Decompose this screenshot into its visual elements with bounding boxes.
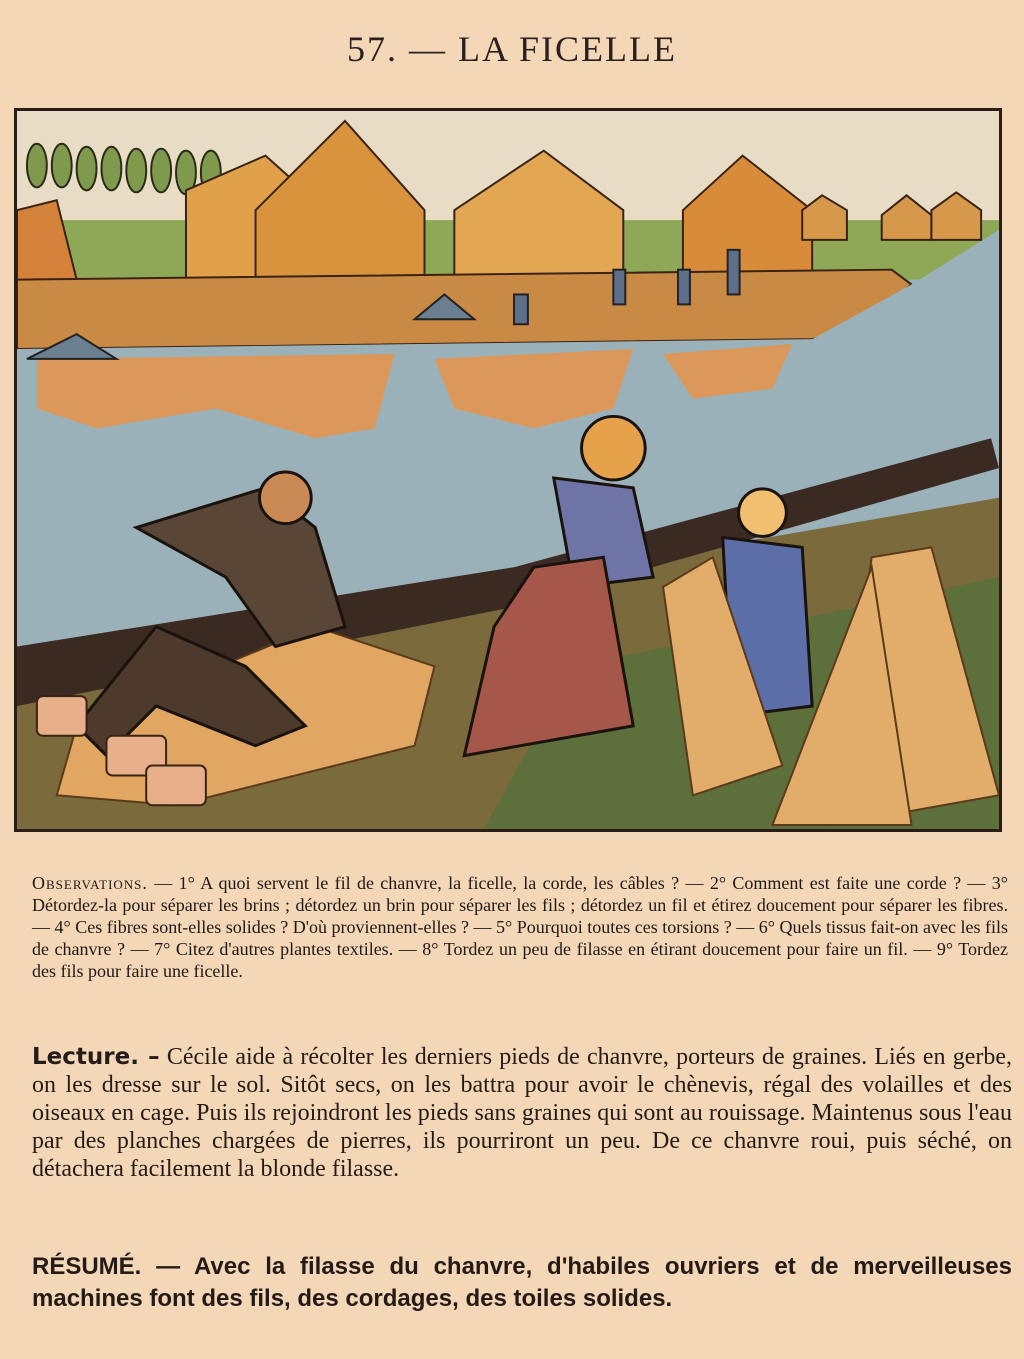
resume-text: — Avec la filasse du chanvre, d'habiles ouvriers et de merveilleuses machines font des fils, des cordages, des toiles solides. (32, 1253, 1012, 1312)
observations-label: Observations. (32, 873, 148, 893)
illustration-drawing (17, 111, 999, 829)
far-bank (17, 270, 912, 349)
resume-label: RÉSUMÉ. (32, 1253, 142, 1280)
resume-paragraph (32, 1251, 1012, 1315)
lecture-text: Cécile aide à récolter les derniers pieds de chanvre, porteurs de graines. Liés en gerbe, on les dresse sur le sol. Sitôt secs, on les battra pour avoir le chènevis, régal des volailles et des oiseaux en cage. Puis ils rejoindront les pieds sans graines qui sont au rouissage. Maintenus sous l'eau par des planches chargées de pierres, ils pourriront un peu. De ce chanvre roui, puis séché, on détachera facilement la blonde filasse. (32, 1044, 1012, 1182)
observations-paragraph (32, 872, 1008, 982)
lecture-paragraph (32, 1043, 1012, 1183)
page-title: 57. — LA FICELLE (347, 29, 677, 69)
observations-text: — 1° A quoi servent le fil de chanvre, la ficelle, la corde, les câbles ? — 2° Comment est faite une corde ? — 3° Détordez-la pour séparer les brins ; détordez un brin pour séparer les fils ; détordez un fil et étirez doucement pour séparer les fibres. — 4° Ces fibres sont-elles solides ? D'où proviennent-elles ? — 5° Pourquoi toutes ces torsions ? — 6° Quels tissus fait-on avec les fils de chanvre ? — 7° Citez d'autres plantes textiles. — 8° Tordez un peu de filasse en étirant doucement pour faire un fil. — 9° Tordez des fils pour faire une ficelle. (32, 873, 1008, 981)
hemp-harvest-illustration (14, 108, 1002, 832)
lecture-label: Lecture. – (32, 1044, 160, 1070)
